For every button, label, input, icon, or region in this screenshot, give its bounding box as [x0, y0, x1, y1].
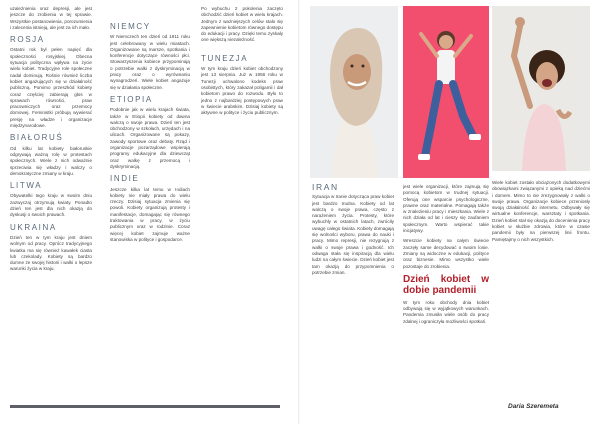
woman-celebrating-photo: [492, 6, 590, 171]
heading-iran: IRAN: [312, 184, 339, 192]
left-column-1: [10, 6, 92, 401]
paragraph-pandemia-cont: Wiele kobiet zostało obciążonych dodatkowymi obowiązkami związanymi z opieką nad dziećmi i domem. Mimo to nie zrezygnowały z walki o swoje prawa. Organizacje kobiece przeniosły swoją działalność do internetu. Odbywały się wirtualne konferencje, warsztaty i spotkania. Dzień kobiet stał się okazją do docenienia pracy kobiet w służbie zdrowia, które w czasie pandemii były na pierwszej linii frontu. Pamiętajmy o nich wszystkich.: [492, 180, 590, 242]
left-column-3: [201, 6, 283, 401]
right-column-1: [312, 184, 394, 399]
paragraph-indie: Jeszcze kilka lat temu w Indiach kobiety nie miały prawa do wielu rzeczy. Dzisiaj sytuacja zmienia się powoli. Kobiety organizują protesty i manifestacje, domagając się równego traktowania w pracy, w życiu publicznym oraz w rodzinie. Coraz więcej kobiet zajmuje ważne stanowiska w polityce i gospodarce.: [110, 186, 190, 242]
heading-rosja: ROSJA: [10, 35, 45, 45]
author-signature: Daria Szeremeta: [508, 403, 559, 410]
paragraph-zmiany: Wreszcie kobiety na całym świecie zaczęły same decydować o swoim losie. Zmiany są widoczne w edukacji, polityce oraz biznesie. Mimo wszystko wiele pozostaje do zrobienia.: [403, 238, 489, 269]
right-column-3: [492, 180, 590, 395]
paragraph-etiopia: Podobnie jak w wielu krajach świata, także w Etiopii kobiety od dawna walczą o swoje prawa. Dzień ten jest obchodzony w szkołach, urzędach i na ulicach. Organizowane są pokazy, zawody sportowe oraz debaty. Rząd i organizacje pozarządowe wspierają programy edukacyjne dla dziewcząt oraz walkę z przemocą i dyskryminacją.: [110, 107, 190, 169]
woman-hijab-photo: [310, 6, 398, 178]
intro-paragraph: uzależnienia oraz depresji, ale jest jeszcze do zrobienia w tej sprawie. Wszystkie postanowienia, porozumienia i zalecenia istnieją, ale jest za ich mało.: [10, 6, 92, 30]
paragraph-organizacje: jest wiele organizacji, które zajmują się pomocą kobietom w trudnej sytuacji. Oferują one wsparcie psychologiczne, prawne oraz materialne. Pomagają także w znalezieniu pracy i mieszkania. Wiele z nich działa od lat i cieszy się zaufaniem społecznym. Warto wspierać takie inicjatywy.: [403, 184, 489, 234]
heading-indie: INDIE: [110, 174, 140, 184]
heading-litwa: LITWA: [10, 181, 43, 191]
heading-bialorus: BIAŁORUŚ: [10, 133, 64, 143]
paragraph-niemcy: W Niemczech ten dzień od 1911 roku jest celebrowany w wielu miastach. Organizowane są marsze, spotkania i konferencje dotyczące równości płci. Stowarzyszenia kobiece przypominają o potrzebie walki z dyskryminacją w pracy oraz o wyrównaniu wynagrodzeń. Wiele kobiet angażuje się w działania społeczne.: [110, 34, 190, 90]
footer-rule: [10, 405, 280, 408]
intro-paragraph-col3: Po wybuchu 2 pokolenia zaczęto obchodzić dzień kobiet w wielu krajach. Jednym z ważniejszych celów stało się zapewnienie kobietom równego dostępu do edukacji i pracy. Dzięki temu zyskały one większą niezależność.: [201, 6, 283, 43]
article-title: Dzień kobiet w dobie pandemii: [403, 273, 489, 296]
paragraph-rosja: Ostatni rok był pełen napięć dla społeczności rosyjskiej. Obecna sytuacja polityczna wpływa na życie wielu kobiet. Tradycyjne role społeczne nadal dominują. Rośnie również liczba kobiet angażujących się w działalność publiczną. Pomimo przeszkód kobiety coraz częściej zabierają głos w sprawach równości, praw pracowniczych oraz przemocy domowej. Feministki próbują wywierać presję na władze i organizacje międzynarodowe.: [10, 47, 92, 129]
right-page: [300, 0, 600, 424]
paragraph-ukraina: Dzień ten w tym kraju jest dniem wolnym od pracy. Oprócz tradycyjnego kwiatka ma się również kawałek ciasta lub czekolady. Kobiety są bardzo dumne ze swojej historii i walki o lepsze warunki życia w kraju.: [10, 234, 92, 272]
paragraph-tunezja: W tym kraju dzień kobiet obchodzony jest 13 sierpnia. Już w 1956 roku w Tunezji uchwalono kodeks praw osobistych, który zakazał poligamii i dał kobietom prawo do rozwodu. Było to jedno z najbardziej postępowych praw w świecie arabskim. Dzisiaj kobiety są aktywne w polityce i życiu publicznym.: [201, 66, 283, 116]
heading-etiopia: ETIOPIA: [110, 94, 153, 104]
heading-niemcy: NIEMCY: [110, 22, 151, 31]
woman-jumping-photo: [403, 6, 489, 178]
left-column-2: [110, 6, 190, 401]
right-column-2: [403, 184, 489, 414]
heading-tunezja: TUNEZJA: [201, 53, 249, 63]
paragraph-bialorus: Od kilku lat kobiety białoruskie odgrywają ważną rolę w protestach społecznych. Wiele z nich odważnie sprzeciwia się władzy i walczy o demokratyczne zmiany w kraju.: [10, 145, 92, 176]
heading-ukraina: UKRAINA: [10, 222, 57, 232]
paragraph-iran: Sytuacja w Iranie dotycząca praw kobiet jest bardzo trudna. Kobiety od lat walczą o swoje prawa, często z narażeniem życia. Protesty, które wybuchły w ostatnich latach, zwróciły uwagę całego świata. Kobiety domagają się wolności wyboru, prawa do nauki i pracy. Mimo represji, nie rezygnują z walki o swoje prawa i godność. Ich odwaga stała się inspiracją dla wielu ludzi na całym świecie. Dzień kobiet jest tam okazją do przypomnienia o potrzebie zmian.: [312, 194, 394, 275]
paragraph-pandemia: W tym roku obchody dnia kobiet odbywają się w wyjątkowych warunkach. Pandemia zmusiła wiele osób do pracy zdalnej i ograniczyła możliwości spotkań.: [403, 299, 489, 324]
paragraph-litwa: Obywatelki tego kraju w swoim dniu zazwyczaj otrzymują kwiaty. Ponadto dzień ten jest dla nich okazją do dyskusji o swoich prawach.: [10, 193, 92, 218]
